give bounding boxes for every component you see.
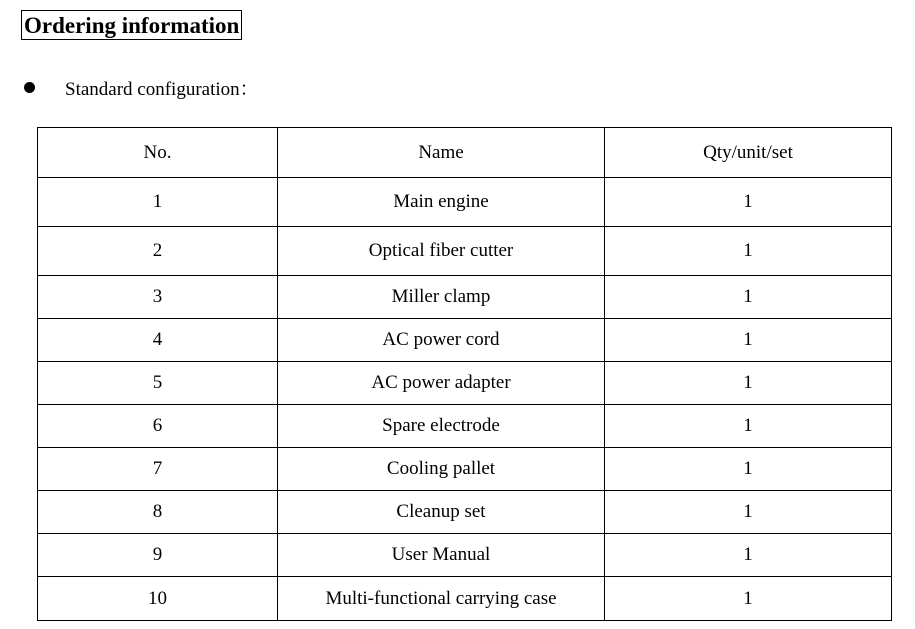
cell-qty: 1 xyxy=(605,448,892,491)
cell-name: Cooling pallet xyxy=(278,448,605,491)
table-header-row xyxy=(38,128,892,178)
cell-name: Multi-functional carrying case xyxy=(278,577,605,621)
cell-qty: 1 xyxy=(605,491,892,534)
table-row xyxy=(38,534,892,577)
cell-no: 10 xyxy=(38,577,278,621)
cell-qty: 1 xyxy=(605,577,892,621)
cell-name: Optical fiber cutter xyxy=(278,227,605,276)
cell-no: 2 xyxy=(38,227,278,276)
cell-qty: 1 xyxy=(605,178,892,227)
column-header-name: Name xyxy=(278,128,605,178)
table-row xyxy=(38,319,892,362)
cell-name: AC power adapter xyxy=(278,362,605,405)
cell-name: Spare electrode xyxy=(278,405,605,448)
cell-no: 3 xyxy=(38,276,278,319)
cell-qty: 1 xyxy=(605,276,892,319)
standard-configuration-table xyxy=(37,127,892,621)
cell-no: 9 xyxy=(38,534,278,577)
table-row xyxy=(38,448,892,491)
cell-qty: 1 xyxy=(605,534,892,577)
standard-configuration-label: Standard configuration： xyxy=(65,78,259,100)
cell-no: 1 xyxy=(38,178,278,227)
table-row xyxy=(38,227,892,276)
standard-configuration-line xyxy=(24,74,259,100)
table-row xyxy=(38,276,892,319)
table-row xyxy=(38,405,892,448)
column-header-no: No. xyxy=(38,128,278,178)
cell-qty: 1 xyxy=(605,227,892,276)
cell-no: 8 xyxy=(38,491,278,534)
table-row xyxy=(38,178,892,227)
cell-qty: 1 xyxy=(605,362,892,405)
cell-no: 5 xyxy=(38,362,278,405)
cell-name: Miller clamp xyxy=(278,276,605,319)
cell-qty: 1 xyxy=(605,405,892,448)
ordering-information-heading: Ordering information xyxy=(21,10,242,40)
table-row xyxy=(38,491,892,534)
cell-name: User Manual xyxy=(278,534,605,577)
cell-name: Main engine xyxy=(278,178,605,227)
table-row xyxy=(38,577,892,621)
cell-no: 4 xyxy=(38,319,278,362)
cell-no: 6 xyxy=(38,405,278,448)
column-header-qty: Qty/unit/set xyxy=(605,128,892,178)
bullet-dot-icon xyxy=(24,82,35,93)
cell-name: Cleanup set xyxy=(278,491,605,534)
cell-no: 7 xyxy=(38,448,278,491)
table-row xyxy=(38,362,892,405)
cell-qty: 1 xyxy=(605,319,892,362)
cell-name: AC power cord xyxy=(278,319,605,362)
